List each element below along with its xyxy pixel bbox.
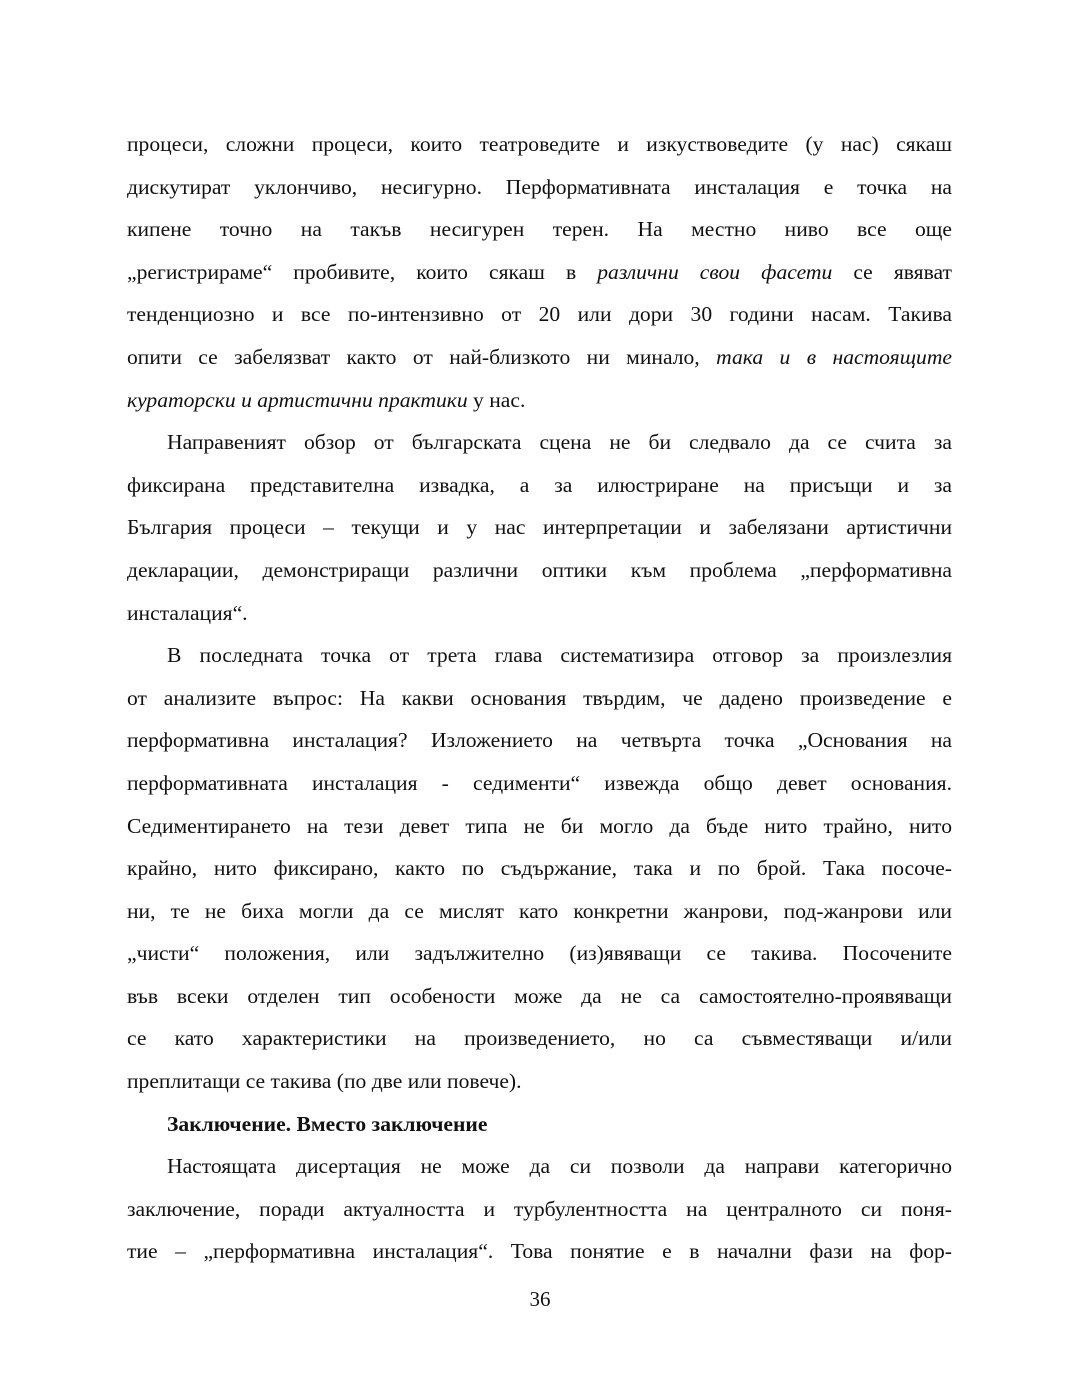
text-line: Седиментирането на тези девет типа не би могло да бъде нито трайно, нито: [127, 813, 952, 838]
text-line: Настоящата дисертация не може да си позволи да направи категорично: [167, 1154, 952, 1179]
italic-text: , така и в настоящите: [694, 344, 952, 369]
text-line: тие – „перформативна инсталация“. Това понятие е в начални фази на фор-: [127, 1239, 952, 1264]
text-line: Направеният обзор от българската сцена не би следвало да се счита за: [167, 430, 952, 455]
text-line: от анализите въпрос: На какви основания твърдим, че дадено произведение е: [127, 685, 952, 710]
text-line: „чисти“ положения, или задължително (из)явяващи се такива. Посочените: [127, 941, 952, 966]
text-line: кипене точно на такъв несигурен терен. На местно ниво все още: [127, 217, 952, 242]
paragraph-conclusion: [127, 1145, 952, 1273]
italic-text: различни свои фасети: [597, 259, 833, 284]
text-line: опити се забелязват както от най-близкото ни минало, така и в настоящите: [127, 344, 952, 369]
paragraph-3: [127, 634, 952, 1103]
text-line: тенденциозно и все по-интензивно от 20 или дори 30 години насам. Такива: [127, 302, 952, 327]
text-line: фиксирана представителна извадка, а за илюстриране на присъщи и за: [127, 472, 952, 497]
text-line: перформативната инсталация - седименти“ извежда общо девет основания.: [127, 770, 952, 795]
paragraph-1: [127, 123, 952, 421]
text-line: България процеси – текущи и у нас интерпретации и забелязани артистични: [127, 515, 952, 540]
text-line: във всеки отделен тип особености може да не са самостоятелно-проявяващи: [127, 983, 952, 1008]
text-line: крайно, нито фиксирано, както по съдържание, така и по брой. Така посоче-: [127, 856, 952, 881]
text-line: декларации, демонстриращи различни оптики към проблема „перформативна: [127, 557, 952, 582]
text-line: процеси, сложни процеси, които театроведите и изкуствоведите (у нас) сякаш: [127, 132, 952, 156]
text-line: ни, те не биха могли да се мислят като конкретни жанрови, под-жанрови или: [127, 898, 952, 923]
italic-text: кураторски и артистични практики: [127, 387, 468, 412]
text-line: инсталация“.: [127, 600, 248, 625]
text-line: перформативна инсталация? Изложението на четвърта точка „Основания на: [127, 728, 952, 753]
text-line: „регистрираме“ пробивите, които сякаш в различни свои фасети се явяват: [127, 259, 952, 284]
text-line: заключение, поради актуалността и турбулентността на централното си поня-: [127, 1196, 952, 1221]
paragraph-2: [127, 421, 952, 634]
page-number: 36: [529, 1287, 551, 1311]
text-line: преплитащи се такива (по две или повече).: [127, 1069, 522, 1094]
text-line: се като характеристики на произведението, но са съвместяващи и/или: [127, 1026, 952, 1051]
text-line: кураторски и артистични практики у нас.: [127, 387, 526, 412]
text-line: дискутират уклончиво, несигурно. Перформативната инсталация е точка на: [127, 174, 952, 199]
text-line: В последната точка от трета глава систематизира отговор за произлезлия: [167, 643, 952, 668]
section-heading: Заключение. Вместо заключение: [167, 1111, 488, 1136]
document-page: [127, 123, 952, 1273]
